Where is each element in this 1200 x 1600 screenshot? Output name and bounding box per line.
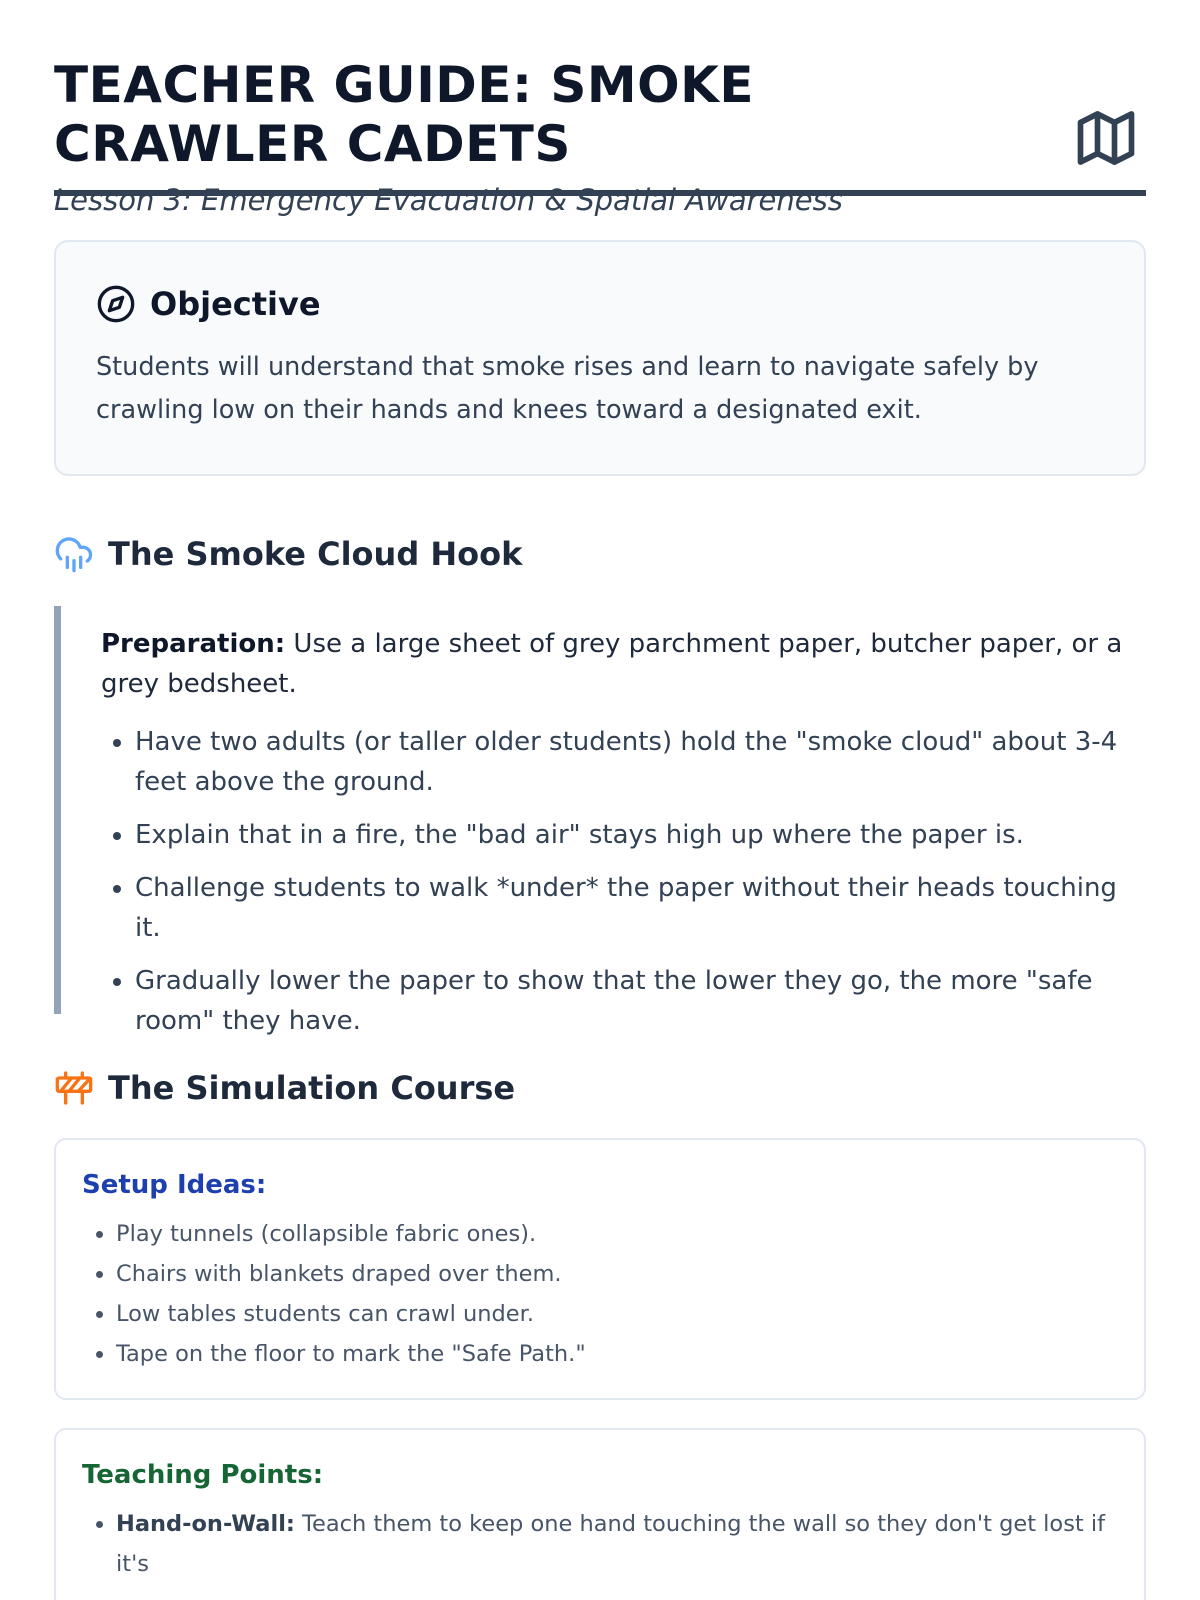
compass-icon — [96, 284, 136, 324]
hook-callout — [54, 606, 1146, 1036]
simulation-title: The Simulation Course — [108, 1069, 516, 1107]
map-icon — [1072, 104, 1140, 172]
preparation-body: Use a large sheet of grey parchment paper, butcher paper, or a grey bedsheet. — [101, 629, 1123, 699]
page-subtitle: Lesson 3: Emergency Evacuation & Spatial Awareness — [54, 183, 843, 217]
page-title: TEACHER GUIDE: SMOKE CRAWLER CADETS — [54, 56, 755, 173]
list-item: • Play tunnels (collapsible fabric ones). — [116, 1214, 1118, 1254]
preparation-label: Preparation: — [101, 629, 286, 659]
hook-steps-list — [101, 722, 1146, 1041]
teaching-point-text: Teach them to keep one hand touching the wall so they don't get lost if it's — [116, 1511, 1106, 1577]
objective-text: Students will understand that smoke rises and learn to navigate safely by crawling low on their hands and knees toward a designated exit. — [96, 352, 1039, 425]
list-item: • Low tables students can crawl under. — [116, 1294, 1118, 1334]
teaching-points-card — [54, 1428, 1146, 1600]
simulation-heading — [54, 1066, 1146, 1110]
list-item: • Chairs with blankets draped over them. — [116, 1254, 1118, 1294]
hook-title: The Smoke Cloud Hook — [108, 535, 523, 573]
objective-title: Objective — [150, 285, 321, 323]
guide-header — [54, 0, 1146, 217]
preparation-text — [101, 624, 1146, 704]
cloud-rain-icon — [54, 534, 94, 574]
teaching-points-list — [82, 1504, 1118, 1584]
teaching-point-label: Hand-on-Wall: — [116, 1511, 295, 1537]
list-item: • Gradually lower the paper to show that the lower they go, the more "safe room" they have. — [135, 961, 1146, 1041]
setup-ideas-card — [54, 1138, 1146, 1400]
list-item: • Explain that in a fire, the "bad air" stays high up where the paper is. — [135, 815, 1146, 855]
barrier-icon — [54, 1068, 94, 1108]
hook-heading — [54, 532, 1146, 576]
list-item: • Challenge students to walk *under* the paper without their heads touching it. — [135, 868, 1146, 948]
teaching-points-title: Teaching Points: — [82, 1460, 324, 1490]
objective-box — [54, 240, 1146, 476]
list-item: • Have two adults (or taller older students) hold the "smoke cloud" about 3-4 feet above the ground. — [135, 722, 1146, 802]
objective-heading — [96, 282, 1104, 326]
list-item: • Tape on the floor to mark the "Safe Path." — [116, 1334, 1118, 1374]
setup-ideas-title: Setup Ideas: — [82, 1170, 267, 1200]
list-item — [116, 1504, 1118, 1584]
setup-ideas-list — [82, 1214, 1118, 1374]
